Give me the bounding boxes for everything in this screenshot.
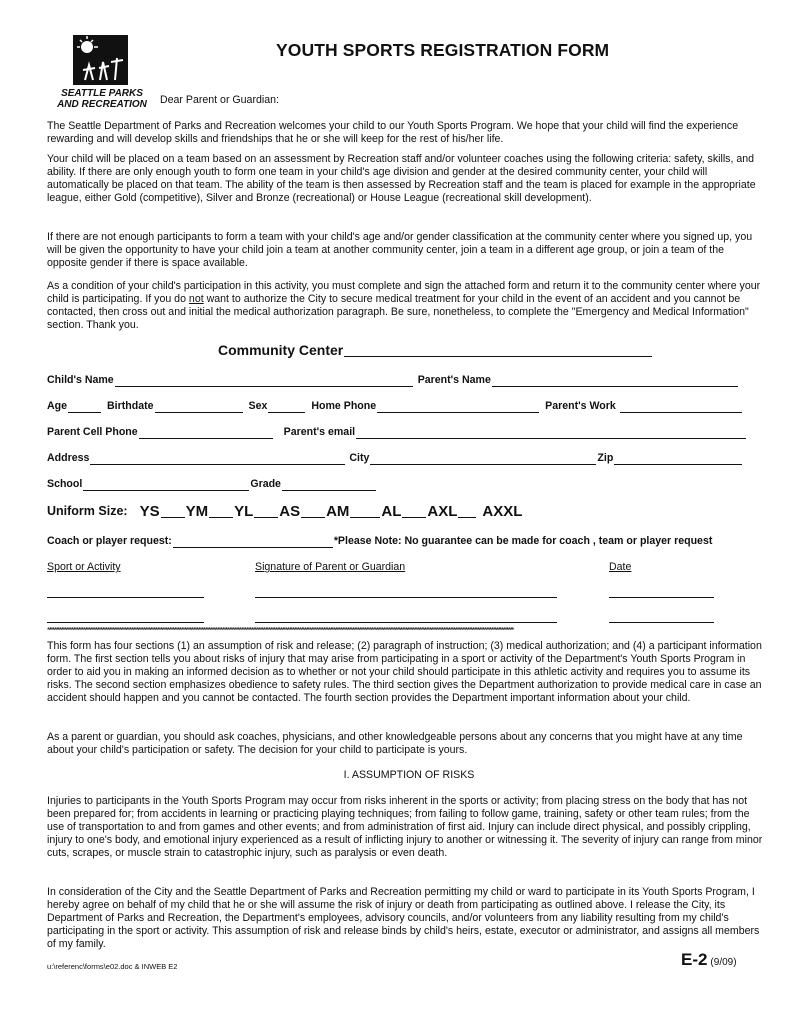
parents-name-input[interactable]: [492, 377, 738, 387]
seattle-parks-logo: [55, 30, 150, 110]
name-row: [47, 374, 759, 387]
emphasis-not: not: [188, 293, 204, 305]
greeting: Dear Parent or Guardian:: [160, 94, 279, 106]
size-ym: YM: [185, 503, 209, 520]
svg-text:AND RECREATION: AND RECREATION: [57, 99, 147, 110]
parent-email-input[interactable]: [356, 429, 746, 439]
form-code: E-2: [681, 950, 708, 969]
coach-request-note: *Please Note: No guarantee can be made for coach , team or player request: [333, 535, 713, 547]
date-input-1[interactable]: [609, 597, 714, 598]
parent-email-label: Parent's email: [283, 426, 356, 438]
form-title: YOUTH SPORTS REGISTRATION FORM: [276, 40, 610, 60]
size-am-input[interactable]: [350, 508, 380, 518]
body-paragraph-1: This form has four sections (1) an assumption of risk and release; (2) paragraph of instruction; (3) medical authorization; and (4) a participant information form. The first section tells you about risks of injury that may arise from participating in a sport or activity of the Department's Youth Sports Program in order to aid you in making an informed decision as to whether or not your child should participate in this athletic activity and requires you to assume its risks. The second section emphasizes obedience to safety rules. The third section gives the Department authorization to provide medical care in case an accident should happen and you cannot be contacted. The fourth section provides the Department important information about your child.: [47, 640, 762, 704]
sport-input-2[interactable]: [47, 622, 204, 623]
city-label: City: [349, 452, 370, 464]
date-input-2[interactable]: [609, 622, 714, 623]
community-center-input[interactable]: [344, 347, 652, 357]
risks-paragraph-2: In consideration of the City and the Seattle Department of Parks and Recreation permitting my child or ward to participate in its Youth Sports Program, I hereby agree on behalf of my child that he or she will assume the risk of injury or death from participating as outlined above. I release the City, its Department of Parks and Recreation, the Department's employees, advisory councils, and/or volunteers from any liability resulting from my child's participating in the sport or activity. This assumption of risk and release binds by child's heirs, estate, executor or administrator, and assigns all members of my family.: [47, 886, 760, 950]
community-center-field: [218, 344, 658, 357]
signature-header: Signature of Parent or Guardian: [255, 561, 406, 573]
grade-label: Grade: [250, 478, 281, 490]
grade-input[interactable]: [282, 481, 376, 491]
sport-header: Sport or Activity: [47, 561, 121, 573]
contact-row: [47, 426, 759, 439]
home-phone-label: Home Phone: [311, 400, 377, 412]
size-as-input[interactable]: [301, 508, 325, 518]
size-yl: YL: [234, 503, 254, 520]
signature-input-2[interactable]: [255, 622, 557, 623]
footer-path: u:\referenc\forms\e02.doc & INWEB E2: [47, 962, 178, 971]
age-input[interactable]: [68, 403, 101, 413]
address-input[interactable]: [90, 455, 345, 465]
home-phone-input[interactable]: [377, 403, 539, 413]
svg-text:SEATTLE PARKS: SEATTLE PARKS: [61, 88, 143, 99]
text: As a condition of your child's participation in this activity, you must complete and sign the attached form and return it to the community center where your child is participating. If you do: [47, 280, 761, 305]
zip-label: Zip: [597, 452, 614, 464]
intro-paragraph-2: Your child will be placed on a team based on an assessment by Recreation staff and/or volunteer coaches using the following criteria: safety, skills, and ability. If there are only enough youth to form one team in your child's age division and gender at the desired community center, your child will automatically be placed on that team. The ability of the team is then assessed by Recreation staff and the team is placed for example in the appropriate league, either Gold (competitive), Silver and Bronze (recreational) or House League (recreational skill development).: [47, 153, 756, 204]
age-row: [47, 400, 759, 413]
text: want to authorize the City to secure medical treatment for your child in the event of an accident and you cannot be contacted, then cross out and initial the medical authorization paragraph. Be sure, nonetheless, to complete the "Emergency and Medical Information" section. Thank you.: [47, 293, 749, 331]
size-al-input[interactable]: [402, 508, 426, 518]
childs-name-input[interactable]: [115, 377, 413, 387]
intro-paragraph-1: The Seattle Department of Parks and Recreation welcomes your child to our Youth Sports Program. We hope that your child will find the experience rewarding and will develop skills and friendships that he or she will keep for the rest of his/her life.: [47, 120, 739, 145]
coach-request-row: [47, 535, 759, 548]
childs-name-label: Child's Name: [47, 374, 114, 386]
risks-paragraph-1: Injuries to participants in the Youth Sports Program may occur from risks inherent in the sports or activity; from placing stress on the body that has not been prepared for; from accidents in learning or practicing playing techniques; from failing to follow game, training, safety or other team rules; from the use of transportation to and from games and other events; and from administration of first aid. Injury can include direct physical, and possibly crippling, injury to one's body, and emotional injury experienced as a result of inflicting injury to another or witnessing it. The severity of injury can range from minor cuts, scrapes, or muscle strain to catastrophic injury, such as paralysis or even death.: [47, 795, 763, 859]
coach-request-input[interactable]: [173, 538, 333, 548]
intro-paragraph-3: If there are not enough participants to form a team with your child's age and/or gender classification at the community center where you signed up, you will be given the opportunity to have your child join a team at another community center, join a team in a different age group, or join a team of the opposite gender if there is space available.: [47, 231, 753, 269]
size-yl-input[interactable]: [254, 508, 278, 518]
address-row: [47, 452, 759, 465]
uniform-size-row: [47, 505, 759, 518]
city-input[interactable]: [370, 455, 596, 465]
size-axl-input[interactable]: [458, 508, 476, 518]
parents-name-label: Parent's Name: [417, 374, 491, 386]
separator: ********************************************************************************************************************************************************************************************************************************************************************************: [47, 626, 514, 635]
signature-input-1[interactable]: [255, 597, 557, 598]
size-al: AL: [381, 503, 402, 520]
uniform-size-label: Uniform Size:: [47, 504, 128, 518]
size-axl: AXL: [427, 503, 458, 520]
birthdate-input[interactable]: [155, 403, 243, 413]
address-label: Address: [47, 452, 90, 464]
size-ys: YS: [139, 503, 160, 520]
size-as: AS: [279, 503, 301, 520]
coach-request-label: Coach or player request:: [47, 535, 172, 547]
school-input[interactable]: [83, 481, 249, 491]
sport-input-1[interactable]: [47, 597, 204, 598]
footer-code: [681, 950, 737, 969]
parents-work-input[interactable]: [620, 403, 742, 413]
body-paragraph-2: As a parent or guardian, you should ask coaches, physicians, and other knowledgeable persons about any concerns that you might have at any time about your child's participation or safety. The decision for your child to participate is yours.: [47, 731, 743, 756]
school-row: [47, 478, 759, 491]
intro-paragraph-4: [47, 280, 763, 332]
section-heading: I. ASSUMPTION OF RISKS: [343, 769, 475, 781]
size-ys-input[interactable]: [161, 508, 185, 518]
size-am: AM: [326, 503, 350, 520]
form-date: (9/09): [710, 957, 737, 968]
date-header: Date: [609, 561, 632, 573]
sex-label: Sex: [248, 400, 268, 412]
birthdate-label: Birthdate: [107, 400, 154, 412]
parent-cell-label: Parent Cell Phone: [47, 426, 138, 438]
size-axxl: AXXL: [482, 503, 523, 520]
zip-input[interactable]: [614, 455, 742, 465]
school-label: School: [47, 478, 83, 490]
sex-input[interactable]: [268, 403, 305, 413]
community-center-label: Community Center: [218, 342, 344, 358]
size-ym-input[interactable]: [209, 508, 233, 518]
parent-cell-input[interactable]: [139, 429, 273, 439]
age-label: Age: [47, 400, 68, 412]
parents-work-label: Parent's Work: [545, 400, 616, 412]
